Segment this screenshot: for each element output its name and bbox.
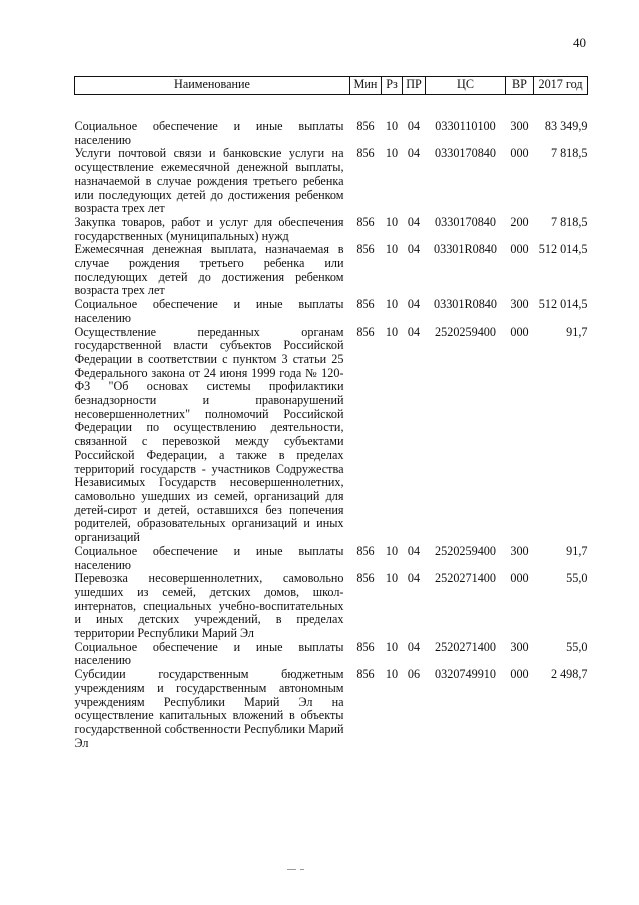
cell-rz: 10 (385, 214, 399, 229)
cell-vr: 000 (510, 667, 529, 682)
cell-name: Осуществление переданных органам государственной власти субъектов Российской Федерации в соответствии с пунктом 3 статьи 25 Федерального закона от 24 июня 1999 года № 120-ФЗ "Об основах системы профилактики безнадзорности и правонарушений несовершеннолетних" полномочий Российской Федерации по осуществлению деятельности, связанной с перевозкой между субъектами Российской Федерации, а также в пределах территорий государств - участников Содружества Независимых Государств несовершеннолетних, самовольно ушедших из семей, организаций для детей-сирот и детей, оставшихся без попечения родителей, образовательных организаций и иных организаций (74, 324, 344, 545)
cell-rz: 10 (385, 543, 399, 558)
cell-name: Социальное обеспечение и иные выплаты населению (74, 639, 344, 668)
cell-min: 856 (356, 571, 375, 586)
cell-cs: 2520271400 (435, 639, 496, 654)
cell-rz: 10 (385, 146, 399, 161)
cell-min: 856 (356, 119, 375, 133)
cell-cs: 03301R0840 (434, 297, 497, 312)
cell-name: Социальное обеспечение и иные выплаты населению (74, 119, 344, 147)
cell-min: 856 (356, 214, 375, 229)
header-pr: ПР (403, 77, 426, 95)
cell-min: 856 (356, 639, 375, 654)
cell-amount: 2 498,7 (550, 667, 588, 682)
table-row (75, 95, 588, 148)
cell-min: 856 (356, 543, 375, 558)
cell-pr: 04 (407, 297, 421, 312)
cell-pr: 04 (407, 543, 421, 558)
cell-pr: 04 (407, 146, 421, 161)
cell-name: Услуги почтовой связи и банковские услуги на осуществление ежемесячной денежной выплаты, назначаемой в случае рождения третьего ребенка или последующих детей до достижения ребенком возраста трех лет (74, 146, 344, 216)
cell-pr: 04 (407, 119, 421, 133)
cell-vr: 000 (510, 242, 529, 257)
cell-pr: 04 (407, 324, 421, 339)
cell-rz: 10 (385, 242, 399, 257)
cell-vr: 000 (510, 146, 529, 161)
cell-amount: 7 818,5 (550, 214, 588, 229)
cell-vr: 300 (510, 119, 529, 133)
header-vr: ВР (506, 77, 534, 95)
cell-pr: 04 (407, 214, 421, 229)
scan-mark (300, 869, 304, 870)
header-cs: ЦС (426, 77, 506, 95)
cell-name: Субсидии государственным бюджетным учреждениям и государственным автономным учреждениям Республики Марий Эл на осуществление капитальных вложений в объекты государственной собственности Республики Марий Эл (74, 667, 344, 750)
cell-cs: 2520259400 (435, 324, 496, 339)
cell-amount: 91,7 (566, 543, 588, 558)
cell-rz: 10 (385, 297, 399, 312)
cell-pr: 04 (407, 242, 421, 257)
table-row (75, 326, 588, 545)
cell-rz: 10 (385, 667, 399, 682)
cell-cs: 03301R0840 (434, 242, 497, 257)
header-rz: Рз (382, 77, 403, 95)
cell-rz: 10 (385, 571, 399, 586)
cell-amount: 7 818,5 (550, 146, 588, 161)
cell-name: Ежемесячная денежная выплата, назначаемая в случае рождения третьего ребенка или последующих детей до достижения ребенком возраста трех лет (74, 242, 344, 298)
cell-cs: 2520271400 (435, 571, 496, 586)
cell-pr: 04 (407, 571, 421, 586)
cell-min: 856 (356, 324, 375, 339)
budget-table (74, 76, 588, 750)
cell-amount: 512 014,5 (538, 242, 588, 257)
cell-amount: 83 349,9 (544, 119, 588, 133)
table-header-row (75, 77, 588, 95)
header-min: Мин (350, 77, 382, 95)
cell-min: 856 (356, 667, 375, 682)
cell-name: Социальное обеспечение и иные выплаты населению (74, 543, 344, 572)
cell-rz: 10 (385, 119, 399, 133)
cell-pr: 04 (407, 639, 421, 654)
cell-amount: 91,7 (566, 324, 588, 339)
cell-vr: 000 (510, 324, 529, 339)
cell-amount: 55,0 (566, 571, 588, 586)
cell-rz: 10 (385, 324, 399, 339)
page-number: 40 (573, 35, 586, 50)
cell-cs: 0330170840 (435, 214, 496, 229)
cell-vr: 300 (510, 543, 529, 558)
cell-vr: 200 (510, 214, 529, 229)
table-row (75, 641, 588, 668)
cell-amount: 55,0 (566, 639, 588, 654)
cell-vr: 000 (510, 571, 529, 586)
table-body (75, 95, 588, 751)
cell-name: Закупка товаров, работ и услуг для обеспечения государственных (муниципальных) нужд (74, 214, 344, 243)
table-row (75, 147, 588, 216)
cell-min: 856 (356, 146, 375, 161)
cell-cs: 0330110100 (435, 119, 496, 133)
cell-min: 856 (356, 242, 375, 257)
cell-name: Перевозка несовершеннолетних, самовольно ушедших из семей, детских домов, школ-интернатов, специальных учебно-воспитательных и иных детских учреждений, в пределах территории Республики Марий Эл (74, 571, 344, 641)
table-row (75, 216, 588, 243)
cell-cs: 2520259400 (435, 543, 496, 558)
table-row (75, 572, 588, 641)
header-name: Наименование (75, 77, 350, 95)
cell-name: Социальное обеспечение и иные выплаты населению (74, 297, 344, 325)
table-row (75, 298, 588, 325)
cell-vr: 300 (510, 639, 529, 654)
scan-mark (287, 869, 296, 870)
header-year: 2017 год (534, 77, 588, 95)
cell-min: 856 (356, 297, 375, 312)
table-row (75, 545, 588, 572)
cell-cs: 0330170840 (435, 146, 496, 161)
cell-pr: 06 (407, 667, 421, 682)
cell-rz: 10 (385, 639, 399, 654)
table-row (75, 243, 588, 298)
cell-vr: 300 (510, 297, 529, 312)
cell-amount: 512 014,5 (538, 297, 588, 312)
table-row (75, 668, 588, 750)
cell-cs: 0320749910 (435, 667, 496, 682)
